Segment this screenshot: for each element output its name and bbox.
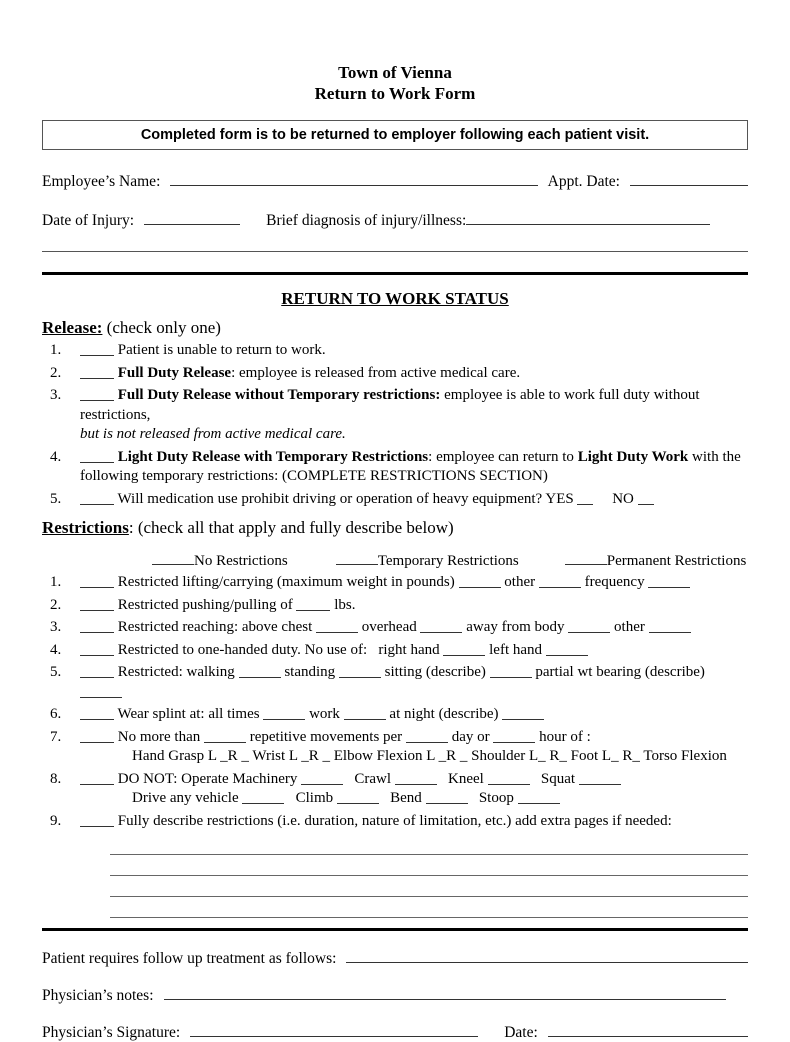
diagnosis-continuation-line[interactable] <box>42 250 748 252</box>
temporary-restrictions-checkbox[interactable] <box>336 552 378 565</box>
followup-input[interactable] <box>346 949 748 963</box>
release-instruction: (check only one) <box>106 318 221 337</box>
restriction-6-night-label: at night (describe) <box>389 706 499 722</box>
restriction-4-left-hand-input[interactable] <box>546 643 588 656</box>
restriction-8-drive-label: Drive any vehicle <box>132 790 239 806</box>
release-option-4-bold2: Light Duty Work <box>577 448 689 465</box>
restriction-type-no <box>152 552 288 570</box>
physician-notes-label: Physician’s notes: <box>42 987 154 1004</box>
restrictions-list <box>42 573 748 831</box>
restriction-item-2 <box>42 596 748 616</box>
diagnosis-input[interactable] <box>466 211 710 225</box>
permanent-restrictions-label: Permanent Restrictions <box>606 553 747 569</box>
restriction-8-climb-input[interactable] <box>337 791 379 804</box>
restriction-7-day-input[interactable] <box>406 730 448 743</box>
release-option-3 <box>42 386 748 445</box>
restriction-3-overhead-label: overhead <box>361 619 417 635</box>
medication-no-label: NO <box>612 490 634 507</box>
release-option-1-checkbox[interactable] <box>80 343 114 356</box>
restriction-2-text: Restricted pushing/pulling of <box>117 596 293 613</box>
restriction-8-kneel-label: Kneel <box>448 770 484 787</box>
restriction-9-number: 9. <box>50 812 62 829</box>
restriction-type-permanent <box>565 552 747 570</box>
restriction-8-kneel-input[interactable] <box>488 772 530 785</box>
restriction-3-text: Restricted reaching: above chest <box>117 619 313 635</box>
restriction-7-day-label: day or <box>451 728 490 745</box>
restriction-5-text: Restricted: walking <box>117 664 235 680</box>
restriction-8-machinery-input[interactable] <box>301 772 343 785</box>
physician-signature-label: Physician’s Signature: <box>42 1024 181 1041</box>
followup-row <box>42 949 748 968</box>
release-option-3-checkbox[interactable] <box>80 388 114 401</box>
restriction-item-4 <box>42 641 748 661</box>
employee-name-input[interactable] <box>170 172 537 186</box>
restriction-item-5 <box>42 663 748 702</box>
employee-name-label: Employee’s Name: <box>42 173 161 190</box>
temporary-restrictions-label: Temporary Restrictions <box>377 553 519 569</box>
release-options-list <box>42 341 748 509</box>
restriction-1-other-label: other <box>504 574 536 590</box>
restriction-5-number: 5. <box>50 664 62 680</box>
document-title <box>42 62 748 104</box>
release-option-4 <box>42 448 748 487</box>
restriction-8-bend-input[interactable] <box>426 791 468 804</box>
restriction-8-squat-input[interactable] <box>579 772 621 785</box>
restriction-1-weight-input[interactable] <box>459 575 501 588</box>
restriction-3-checkbox[interactable] <box>80 620 114 633</box>
release-option-5-number: 5. <box>50 490 62 507</box>
restriction-8-bend-label: Bend <box>390 790 422 806</box>
release-option-1-number: 1. <box>50 342 62 358</box>
employee-name-row <box>42 172 748 191</box>
restriction-8-line2 <box>80 789 748 809</box>
restriction-2-checkbox[interactable] <box>80 598 114 611</box>
restriction-1-other-input[interactable] <box>539 575 581 588</box>
restriction-8-stoop-label: Stoop <box>478 790 514 806</box>
restriction-8-stoop-input[interactable] <box>518 791 560 804</box>
restriction-item-7 <box>42 728 748 767</box>
restriction-7-per-label: repetitive movements per <box>249 728 403 745</box>
restriction-8-number: 8. <box>50 770 62 787</box>
release-option-2-text: : employee is released from active medical care. <box>231 364 521 381</box>
restriction-item-6 <box>42 705 748 725</box>
release-option-4-number: 4. <box>50 448 62 465</box>
notice-box <box>42 120 748 150</box>
restriction-3-above-chest-input[interactable] <box>316 620 358 633</box>
restriction-6-checkbox[interactable] <box>80 707 114 720</box>
form-title: Return to Work Form <box>314 84 476 103</box>
diagnosis-label: Brief diagnosis of injury/illness: <box>266 212 467 229</box>
restriction-item-8 <box>42 770 748 809</box>
description-line-2[interactable] <box>110 861 748 876</box>
restriction-3-overhead-input[interactable] <box>420 620 462 633</box>
release-option-5 <box>42 490 748 510</box>
physician-notes-input[interactable] <box>164 986 726 1000</box>
restriction-8-crawl-input[interactable] <box>395 772 437 785</box>
release-option-4-checkbox[interactable] <box>80 450 114 463</box>
restriction-5-partial-wt-input[interactable] <box>80 685 122 698</box>
restriction-item-9 <box>42 812 748 832</box>
restriction-4-right-hand-label: right hand <box>378 641 440 658</box>
restriction-9-text: Fully describe restrictions (i.e. duration, nature of limitation, etc.) add extra pages if needed: <box>117 812 672 829</box>
restriction-item-3 <box>42 618 748 638</box>
medication-yes-checkbox[interactable] <box>577 492 593 505</box>
section-divider-top <box>42 272 748 275</box>
restriction-5-sitting-label: sitting (describe) <box>384 664 486 680</box>
release-label: Release: <box>42 318 103 337</box>
restriction-6-number: 6. <box>50 706 62 722</box>
release-option-4-continuation: following temporary restrictions: (COMPLETE RESTRICTIONS SECTION) <box>80 468 548 484</box>
status-section-title: RETURN TO WORK STATUS <box>281 289 509 308</box>
footer-section <box>42 949 748 1042</box>
followup-label: Patient requires follow up treatment as follows: <box>42 950 337 967</box>
restriction-8-climb-label: Climb <box>295 790 334 806</box>
release-option-4-text: : employee can return to <box>428 448 578 465</box>
medication-no-checkbox[interactable] <box>638 492 654 505</box>
restriction-1-text: Restricted lifting/carrying (maximum weight in pounds) <box>117 574 455 590</box>
restriction-7-count-input[interactable] <box>204 730 246 743</box>
release-option-2-number: 2. <box>50 364 62 381</box>
release-option-3-continuation: but is not released from active medical care. <box>80 426 346 442</box>
restriction-8-checkbox[interactable] <box>80 772 114 785</box>
description-line-1[interactable] <box>110 840 748 855</box>
section-divider-bottom <box>42 928 748 931</box>
date-of-injury-label: Date of Injury: <box>42 212 135 229</box>
release-option-4-text2: with the <box>688 448 741 465</box>
restriction-7-text: No more than <box>117 728 201 745</box>
signature-date-input[interactable] <box>548 1023 748 1037</box>
release-option-2 <box>42 364 748 384</box>
restriction-3-away-label: away from body <box>466 619 565 635</box>
restriction-7-hour-input[interactable] <box>493 730 535 743</box>
restriction-6-work-input[interactable] <box>344 707 386 720</box>
restriction-5-checkbox[interactable] <box>80 665 114 678</box>
appt-date-label: Appt. Date: <box>547 173 620 190</box>
release-option-2-bold: Full Duty Release <box>117 364 232 381</box>
no-restrictions-checkbox[interactable] <box>152 552 194 565</box>
restriction-4-checkbox[interactable] <box>80 643 114 656</box>
physician-notes-row <box>42 986 748 1005</box>
release-heading <box>42 318 748 338</box>
restriction-4-number: 4. <box>50 641 62 658</box>
restriction-1-frequency-input[interactable] <box>648 575 690 588</box>
restriction-4-left-hand-label: left hand <box>489 641 543 658</box>
restriction-3-other-label: other <box>614 619 645 635</box>
restriction-4-right-hand-input[interactable] <box>443 643 485 656</box>
restriction-item-1 <box>42 573 748 593</box>
restriction-1-frequency-label: frequency <box>584 574 645 590</box>
restriction-8-text: DO NOT: Operate Machinery <box>117 770 298 787</box>
restriction-2-number: 2. <box>50 596 62 613</box>
description-lines <box>42 840 748 918</box>
physician-signature-input[interactable] <box>190 1023 478 1037</box>
restriction-4-text: Restricted to one-handed duty. No use of: <box>117 641 368 658</box>
restriction-1-checkbox[interactable] <box>80 575 114 588</box>
restriction-5-walking-input[interactable] <box>239 665 281 678</box>
restriction-5-standing-input[interactable] <box>339 665 381 678</box>
organization-name: Town of Vienna <box>338 63 452 82</box>
signature-row <box>42 1023 748 1042</box>
restrictions-label: Restrictions <box>42 518 129 537</box>
notice-text: Completed form is to be returned to employer following each patient visit. <box>140 127 650 143</box>
restriction-6-night-input[interactable] <box>502 707 544 720</box>
restriction-7-body-parts[interactable]: Hand Grasp L _R _ Wrist L _R _ Elbow Flexion L _R _ Shoulder L_ R_ Foot L_ R_ Torso Flexion <box>132 748 727 764</box>
restriction-5-standing-label: standing <box>284 664 336 680</box>
signature-date-label: Date: <box>504 1024 538 1041</box>
release-option-3-number: 3. <box>50 387 62 403</box>
release-option-1-text: Patient is unable to return to work. <box>117 342 326 358</box>
restriction-type-temporary <box>336 552 519 570</box>
restriction-1-number: 1. <box>50 574 62 590</box>
restriction-9-checkbox[interactable] <box>80 814 114 827</box>
restriction-6-work-label: work <box>309 706 340 722</box>
restriction-3-away-input[interactable] <box>568 620 610 633</box>
description-line-4[interactable] <box>110 903 748 918</box>
restriction-7-number: 7. <box>50 728 62 745</box>
restriction-8-crawl-label: Crawl <box>354 770 392 787</box>
release-option-3-bold: Full Duty Release without Temporary restrictions: <box>117 387 441 403</box>
release-option-4-bold: Light Duty Release with Temporary Restrictions <box>117 448 429 465</box>
description-line-3[interactable] <box>110 882 748 897</box>
restriction-8-squat-label: Squat <box>540 770 576 787</box>
restriction-6-text: Wear splint at: all times <box>117 706 260 722</box>
injury-row <box>42 211 748 230</box>
restriction-7-checkbox[interactable] <box>80 730 114 743</box>
appt-date-input[interactable] <box>630 172 748 186</box>
release-option-2-checkbox[interactable] <box>80 366 114 379</box>
restriction-2-lbs-label: lbs. <box>334 596 356 613</box>
restriction-2-lbs-input[interactable] <box>296 598 330 611</box>
release-option-5-text: Will medication use prohibit driving or operation of heavy equipment? YES <box>117 490 574 507</box>
release-option-1 <box>42 341 748 361</box>
restriction-5-partial-wt-label: partial wt bearing (describe) <box>535 664 705 680</box>
permanent-restrictions-checkbox[interactable] <box>565 552 607 565</box>
no-restrictions-label: No Restrictions <box>194 553 288 569</box>
restrictions-instruction: : (check all that apply and fully describe below) <box>128 518 454 537</box>
restriction-type-row <box>42 552 748 570</box>
release-option-5-checkbox[interactable] <box>80 492 114 505</box>
release-option-3-text: employee is able to work full duty without restrictions, <box>80 387 700 423</box>
restriction-5-sitting-input[interactable] <box>490 665 532 678</box>
restriction-7-hour-label: hour of : <box>539 728 591 745</box>
restriction-8-drive-input[interactable] <box>242 791 284 804</box>
restriction-3-other-input[interactable] <box>649 620 691 633</box>
restrictions-heading <box>42 518 748 538</box>
date-of-injury-input[interactable] <box>144 211 240 225</box>
restriction-3-number: 3. <box>50 619 62 635</box>
restriction-6-all-times-input[interactable] <box>263 707 305 720</box>
